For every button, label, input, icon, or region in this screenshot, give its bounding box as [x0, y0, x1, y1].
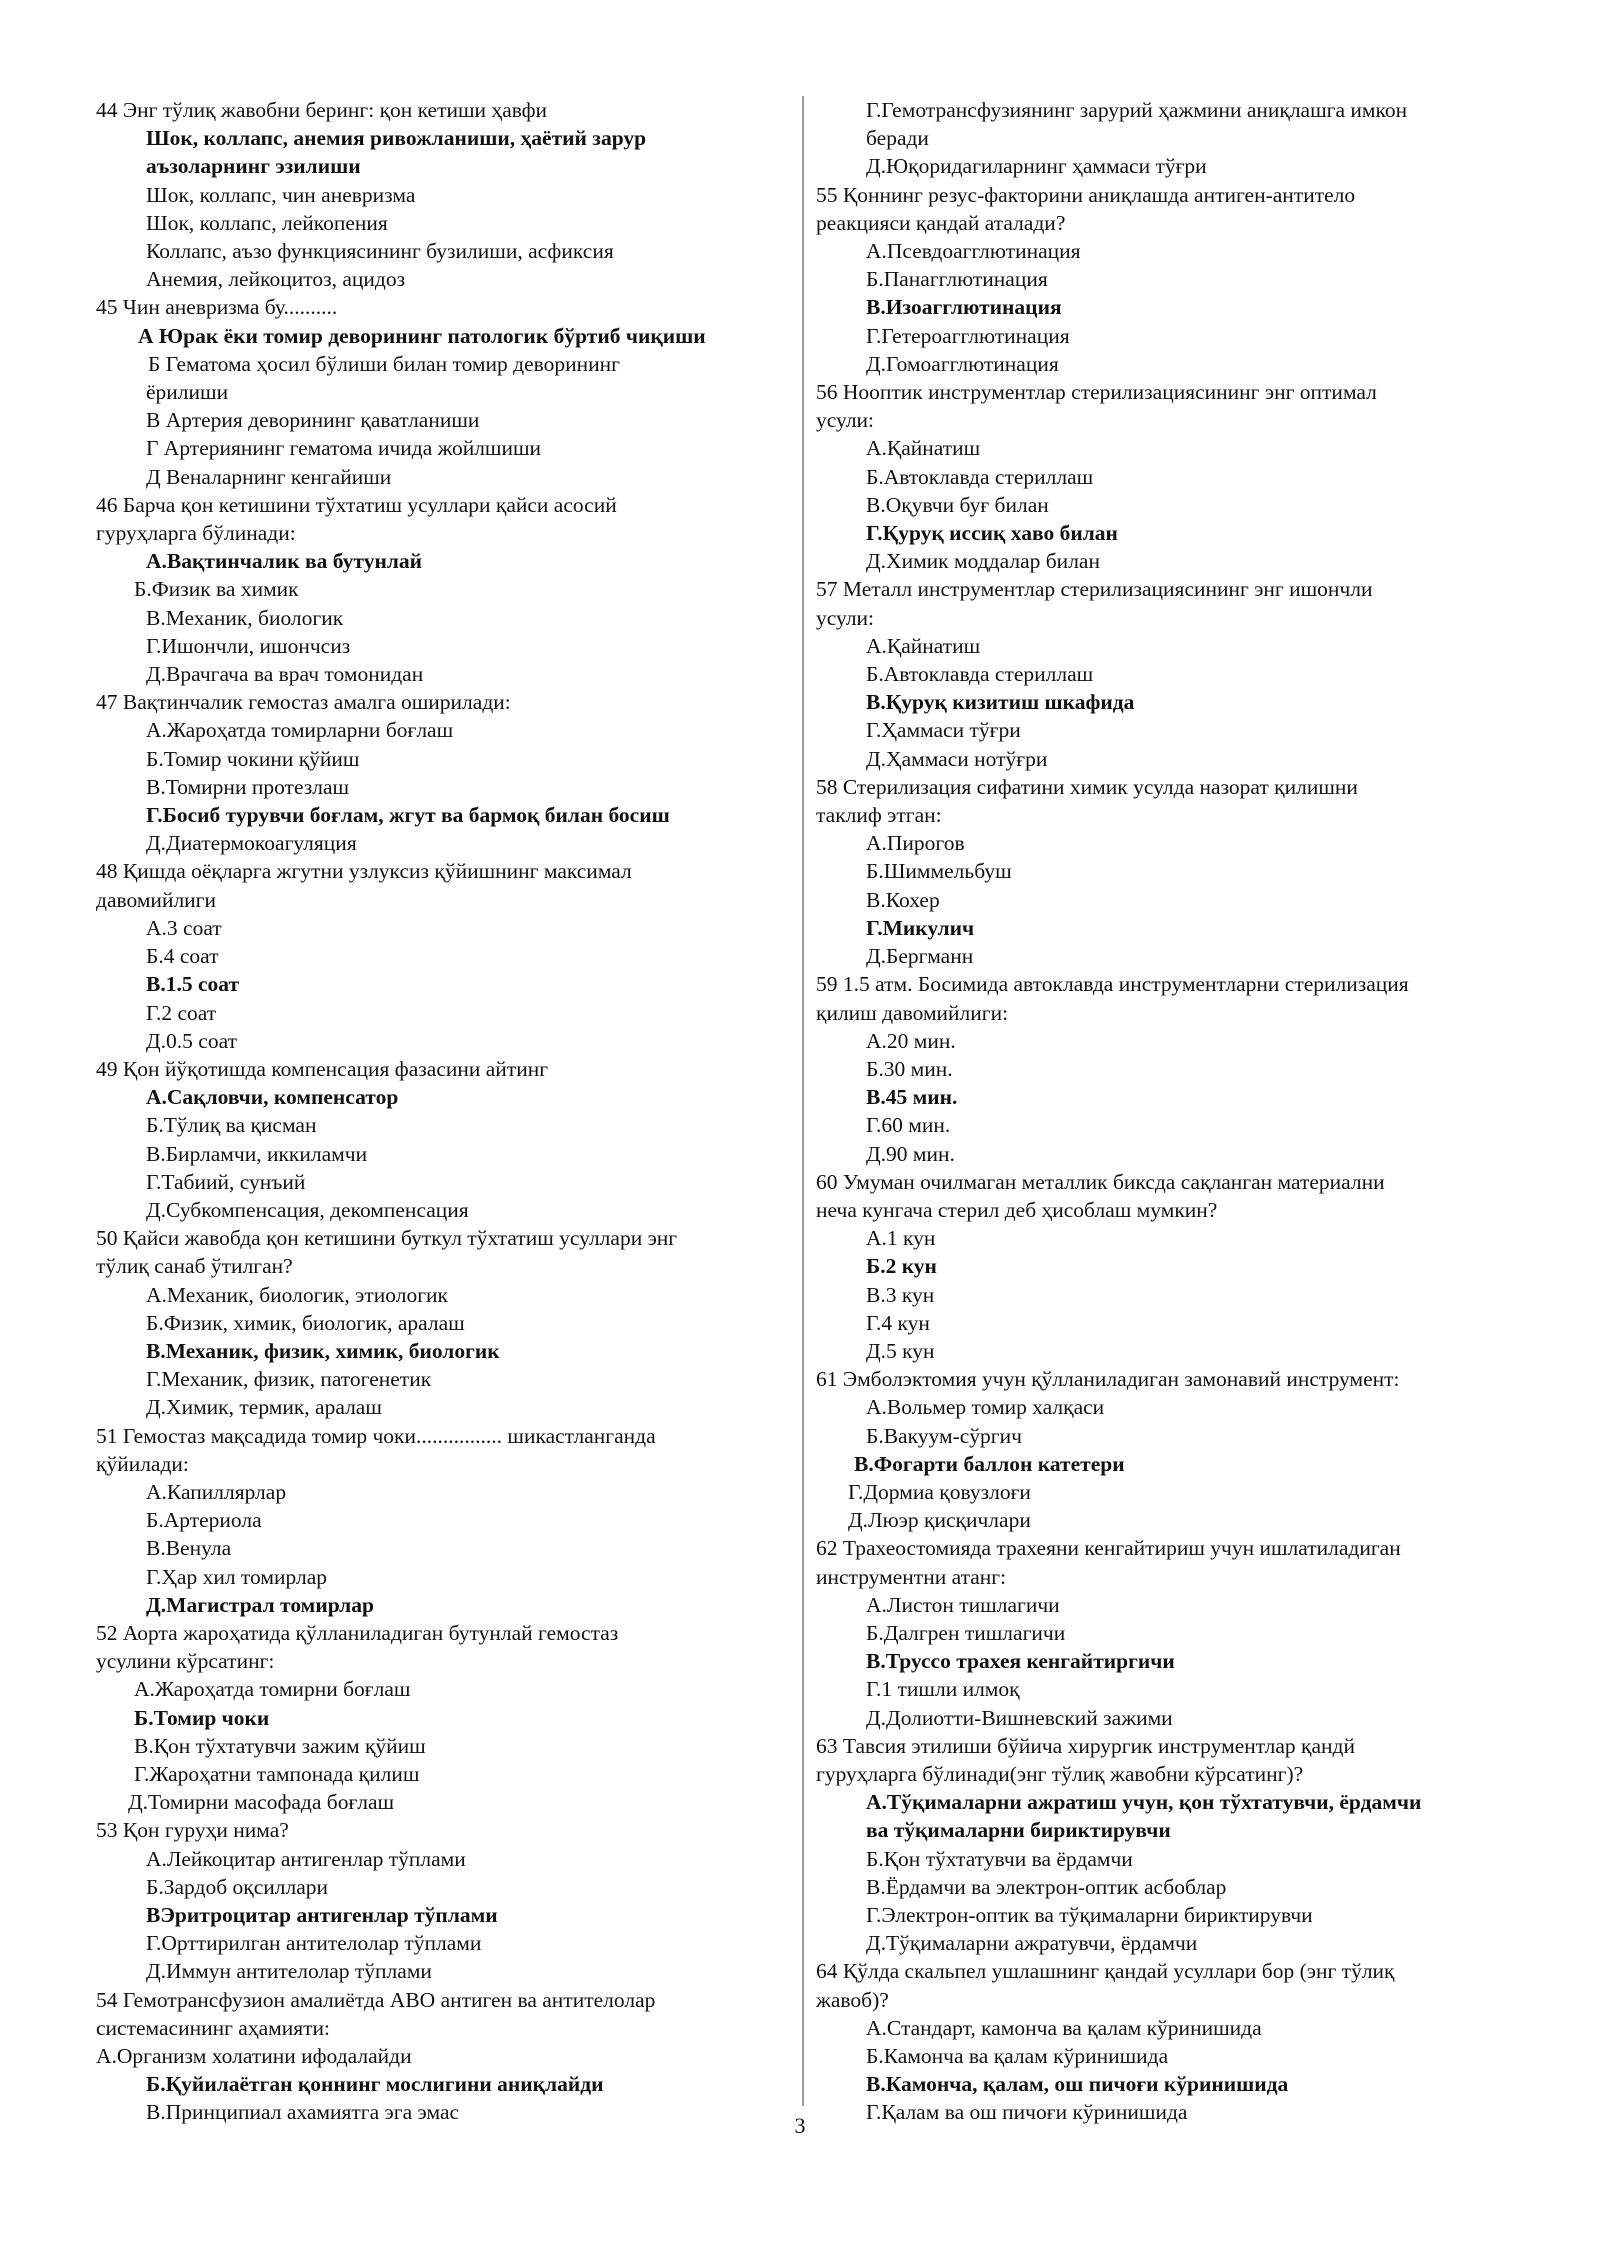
- text-line: А.Организм холатини ифодалайди: [96, 2044, 412, 2069]
- text-line: В.Венула: [146, 1536, 232, 1561]
- text-line: Д.Химик моддалар билан: [866, 549, 1100, 574]
- text-line: Б.Физик, химик, биологик, аралаш: [146, 1310, 465, 1335]
- correct-answer-line: Б.Қуйилаётган қоннинг мослигини аниқлайди: [146, 2072, 604, 2097]
- right-column: [816, 96, 1516, 2127]
- text-line: Г.Гемотрансфузиянинг зарурий ҳажмини аниқлашга имкон: [866, 98, 1408, 122]
- text-line: усули:: [816, 605, 875, 630]
- text-line: В.Ёрдамчи ва электрон-оптик асбоблар: [866, 1874, 1227, 1899]
- text-line: В.Томирни протезлаш: [146, 774, 350, 799]
- correct-answer-line: В.Фогарти баллон катетери: [854, 1451, 1125, 1476]
- text-line: 49 Қон йўқотишда компенсация фазасини айтинг: [96, 1056, 549, 1081]
- text-line: таклиф этган:: [816, 803, 942, 828]
- text-line: В.Принципиал ахамиятга эга эмас: [146, 2100, 460, 2125]
- text-line: 50 Қайси жавобда қон кетишини буткул тўхтатиш усуллари энг: [96, 1226, 678, 1251]
- text-line: Г.1 тишли илмоқ: [866, 1677, 1020, 1702]
- correct-answer-line: В.Труссо трахея кенгайтиргичи: [866, 1649, 1175, 1674]
- correct-answer-line: аъзоларнинг эзилиши: [146, 154, 361, 179]
- text-line: 57 Металл инструментлар стерилизациясининг энг ишончли: [816, 577, 1373, 602]
- text-line: Г Артериянинг гематома ичида жойлшиши: [146, 436, 542, 461]
- text-line: А.Қайнатиш: [866, 633, 981, 658]
- text-line: 62 Трахеостомияда трахеяни кенгайтириш учун ишлатиладиган: [816, 1536, 1401, 1561]
- text-line: Д.Томирни масофада боғлаш: [128, 1790, 395, 1815]
- text-line: Б.Автоклавда стериллаш: [866, 464, 1094, 489]
- text-line: 58 Стерилизация сифатини химик усулда назорат қилишни: [816, 774, 1358, 799]
- text-line: Д.Ҳаммаси нотўғри: [866, 746, 1048, 771]
- text-line: 55 Қоннинг резус-факторини аниқлашда антиген-антитело: [816, 182, 1356, 207]
- correct-answer-line: В.Механик, физик, химик, биологик: [146, 1338, 500, 1363]
- text-line: Д.Врачгача ва врач томонидан: [146, 662, 424, 687]
- page-number: 3: [794, 2113, 806, 2138]
- text-line: Б.Далгрен тишлагичи: [866, 1620, 1066, 1645]
- correct-answer-line: Шок, коллапс, анемия ривожланиши, ҳаётий зарур: [146, 126, 647, 151]
- text-line: Б.Панагглютинация: [866, 267, 1048, 292]
- text-line: 53 Қон гуруҳи нима?: [96, 1818, 289, 1843]
- text-line: Б.Зардоб оқсиллари: [146, 1874, 329, 1899]
- correct-answer-line: В.Қуруқ кизитиш шкафида: [866, 690, 1135, 715]
- text-line: А.3 соат: [146, 915, 222, 940]
- text-line: Г.Гетероагглютинация: [866, 323, 1070, 348]
- text-line: Б.Камонча ва қалам кўринишида: [866, 2044, 1169, 2069]
- text-line: Б.Вакуум-сўргич: [866, 1423, 1022, 1448]
- text-line: системасининг аҳамияти:: [96, 2015, 331, 2040]
- text-line: Д.Бергманн: [866, 944, 974, 969]
- text-line: тўлиқ санаб ўтилган?: [96, 1254, 293, 1279]
- text-line: Д.Тўқималарни ажратувчи, ёрдамчи: [866, 1931, 1198, 1956]
- text-line: В.Механик, биологик: [146, 605, 344, 630]
- correct-answer-line: Г.Босиб турувчи боғлам, жгут ва бармоқ билан босиш: [146, 803, 670, 828]
- text-line: Г.Орттирилган антителолар тўплами: [146, 1931, 482, 1956]
- text-line: А.Механик, биологик, этиологик: [146, 1282, 448, 1307]
- correct-answer-line: ВЭритроцитар антигенлар тўплами: [146, 1903, 498, 1927]
- text-line: Д.Люэр қисқичлари: [848, 1508, 1031, 1533]
- correct-answer-line: А.Сақловчи, компенсатор: [146, 1085, 399, 1110]
- text-line: Б.30 мин.: [866, 1056, 953, 1081]
- text-line: Д Веналарнинг кенгайиши: [146, 464, 392, 489]
- text-line: Б.4 соат: [146, 944, 219, 969]
- correct-answer-line: А Юрак ёки томир деворининг патологик бўртиб чиқиши: [138, 323, 706, 348]
- text-line: усули:: [816, 408, 875, 433]
- text-line: Г.Табиий, сунъий: [146, 1169, 306, 1194]
- text-line: В.Қон тўхтатувчи зажим қўйиш: [134, 1733, 426, 1758]
- text-line: Г.Ҳаммаси тўғри: [866, 718, 1021, 743]
- text-line: Г.Қалам ва ош пичоғи кўринишида: [866, 2100, 1188, 2125]
- text-line: Г.Ишончли, ишончсиз: [146, 633, 351, 658]
- text-line: 46 Барча қон кетишини тўхтатиш усуллари қайси асосий: [96, 492, 617, 517]
- text-line: Б.Томир чокини қўйиш: [146, 746, 360, 771]
- text-line: реакцияси қандай аталади?: [816, 210, 1066, 235]
- text-line: А.20 мин.: [866, 1028, 956, 1053]
- text-line: Шок, коллапс, чин аневризма: [146, 182, 416, 207]
- text-line: ёрилиши: [146, 380, 229, 405]
- text-line: Г.Дормиа қовузлоғи: [848, 1479, 1031, 1504]
- text-line: Б.Артериола: [146, 1508, 262, 1533]
- text-line: Д.5 кун: [866, 1338, 935, 1363]
- correct-answer-line: В.45 мин.: [866, 1085, 958, 1110]
- text-line: 48 Қишда оёқларга жгутни узлуксиз қўйишнинг максимал: [96, 859, 632, 884]
- text-line: Б.Физик ва химик: [134, 577, 299, 602]
- text-line: 56 Нооптик инструментлар стерилизациясининг энг оптимал: [816, 380, 1377, 405]
- text-line: В.Кохер: [866, 887, 940, 912]
- text-line: давомийлиги: [96, 887, 217, 912]
- text-line: 54 Гемотрансфузион амалиётда АВО антиген ва антителолар: [96, 1987, 656, 2012]
- text-line: беради: [866, 126, 929, 151]
- text-line: қилиш давомийлиги:: [816, 1000, 1009, 1025]
- text-line: Б Гематома ҳосил бўлиши билан томир деворининг: [148, 351, 620, 376]
- text-line: 63 Тавсия этилиши бўйича хирургик инструментлар қандй: [816, 1733, 1355, 1758]
- text-line: Б.Автоклавда стериллаш: [866, 662, 1094, 687]
- left-column: [96, 96, 796, 2127]
- text-line: 51 Гемостаз мақсадида томир чоки................ шикастланганда: [96, 1423, 656, 1448]
- text-line: 60 Умуман очилмаган металлик биксда сақланган материални: [816, 1169, 1385, 1194]
- text-line: Шок, коллапс, лейкопения: [146, 210, 388, 235]
- text-line: Д.Долиотти-Вишневский зажими: [866, 1705, 1173, 1730]
- text-line: Д.Субкомпенсация, декомпенсация: [146, 1197, 469, 1222]
- text-line: В.Бирламчи, иккиламчи: [146, 1141, 368, 1166]
- text-line: В Артерия деворининг қаватланиши: [146, 408, 480, 433]
- text-line: А.Қайнатиш: [866, 436, 981, 461]
- text-line: А.1 кун: [866, 1226, 936, 1251]
- text-line: 45 Чин аневризма бу..........: [96, 295, 338, 320]
- correct-answer-line: Б.Томир чоки: [134, 1705, 270, 1730]
- text-line: Г.Механик, физик, патогенетик: [146, 1367, 432, 1392]
- text-line: Коллапс, аъзо функциясининг бузилиши, асфиксия: [146, 239, 614, 264]
- text-line: А.Вольмер томир халқаси: [866, 1395, 1105, 1420]
- text-line: В.3 кун: [866, 1282, 935, 1307]
- text-line: 64 Қўлда скальпел ушлашнинг қандай усуллари бор (энг тўлиқ: [816, 1959, 1395, 1984]
- correct-answer-line: ва тўқималарни бириктирувчи: [866, 1818, 1171, 1843]
- text-line: А.Листон тишлагичи: [866, 1592, 1060, 1617]
- text-line: Б.Қон тўхтатувчи ва ёрдамчи: [866, 1846, 1133, 1871]
- text-line: Д.90 мин.: [866, 1141, 955, 1166]
- text-line: Г.60 мин.: [866, 1113, 951, 1138]
- correct-answer-line: Д.Магистрал томирлар: [146, 1592, 374, 1617]
- correct-answer-line: В.Изоагглютинация: [866, 295, 1062, 320]
- text-line: неча кунгача стерил деб ҳисоблаш мумкин?: [816, 1197, 1218, 1222]
- text-line: Г.Электрон-оптик ва тўқималарни бириктирувчи: [866, 1903, 1313, 1927]
- text-line: 52 Аорта жароҳатида қўлланиладиган бутунлай гемостаз: [96, 1620, 619, 1645]
- text-line: А.Стандарт, камонча ва қалам кўринишида: [866, 2015, 1262, 2040]
- text-line: қўйилади:: [96, 1451, 189, 1476]
- text-line: Д.0.5 соат: [146, 1028, 237, 1053]
- text-line: А.Лейкоцитар антигенлар тўплами: [146, 1846, 466, 1871]
- correct-answer-line: Б.2 кун: [866, 1254, 937, 1279]
- correct-answer-line: В.Камонча, қалам, ош пичоғи кўринишида: [866, 2072, 1289, 2097]
- text-line: 61 Эмболэктомия учун қўлланиладиган замонавий инструмент:: [816, 1367, 1400, 1392]
- text-line: А.Жароҳатда томирларни боғлаш: [146, 718, 454, 743]
- text-line: 59 1.5 атм. Босимида автоклавда инструментларни стерилизация: [816, 972, 1409, 997]
- correct-answer-line: Г.Микулич: [866, 915, 975, 940]
- text-line: гуруҳларга бўлинади:: [96, 521, 296, 546]
- correct-answer-line: А.Вақтинчалик ва бутунлай: [146, 549, 423, 574]
- correct-answer-line: В.1.5 соат: [146, 972, 240, 997]
- text-line: Д.Диатермокоагуляция: [146, 831, 357, 856]
- text-line: Б.Тўлиқ ва қисман: [146, 1113, 317, 1138]
- text-line: усулини кўрсатинг:: [96, 1649, 275, 1674]
- text-line: жавоб)?: [816, 1987, 889, 2012]
- text-line: 47 Вақтинчалик гемостаз амалга оширилади:: [96, 690, 511, 715]
- text-line: Анемия, лейкоцитоз, ацидоз: [146, 267, 406, 292]
- text-line: Г.4 кун: [866, 1310, 930, 1335]
- text-line: В.Оқувчи буғ билан: [866, 492, 1049, 517]
- correct-answer-line: Г.Қуруқ иссиқ хаво билан: [866, 521, 1118, 546]
- text-line: Д.Гомоагглютинация: [866, 351, 1059, 376]
- text-line: Д.Юқоридагиларнинг ҳаммаси тўғри: [866, 154, 1207, 179]
- text-line: Б.Шиммельбуш: [866, 859, 1012, 884]
- text-line: Д.Химик, термик, аралаш: [146, 1395, 382, 1420]
- column-divider: [802, 96, 804, 2106]
- text-line: Д.Иммун антителолар тўплами: [146, 1959, 432, 1984]
- text-line: инструментни атанг:: [816, 1564, 1007, 1589]
- correct-answer-line: А.Тўқималарни ажратиш учун, қон тўхтатувчи, ёрдамчи: [866, 1790, 1422, 1815]
- text-line: А.Капиллярлар: [146, 1479, 287, 1504]
- text-line: 44 Энг тўлиқ жавобни беринг: қон кетиши ҳавфи: [96, 98, 548, 122]
- text-line: Г.Жароҳатни тампонада қилиш: [134, 1761, 420, 1786]
- text-line: А.Жароҳатда томирни боғлаш: [134, 1677, 411, 1702]
- text-line: А.Псевдоагглютинация: [866, 239, 1081, 264]
- text-line: гуруҳларга бўлинади(энг тўлиқ жавобни кўрсатинг)?: [816, 1761, 1304, 1786]
- text-line: Г.2 соат: [146, 1000, 217, 1025]
- text-line: Г.Ҳар хил томирлар: [146, 1564, 327, 1589]
- text-line: А.Пирогов: [866, 831, 965, 856]
